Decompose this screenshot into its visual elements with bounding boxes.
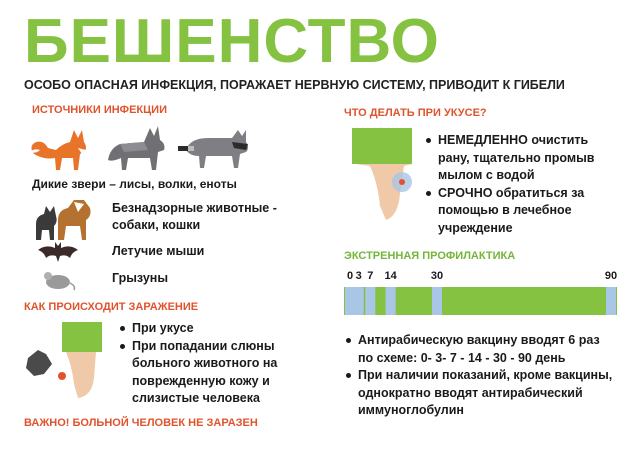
injection-day-marker bbox=[386, 287, 396, 315]
fox-icon bbox=[26, 118, 96, 174]
dog-cat-icon bbox=[28, 190, 98, 242]
injection-day-marker bbox=[345, 287, 355, 315]
wild-animals-text: Дикие звери – лисы, волки, еноты bbox=[32, 177, 237, 191]
prophylaxis-item: Антирабическую вакцину вводят 6 раз по схеме: 0- 3- 7 - 14 - 30 - 90 день bbox=[344, 332, 614, 367]
bat-icon bbox=[36, 240, 80, 264]
infection-list bbox=[118, 320, 294, 408]
warning-text: ВАЖНО! БОЛЬНОЙ ЧЕЛОВЕК НЕ ЗАРАЗЕН bbox=[24, 417, 258, 429]
bats-text: Летучие мыши bbox=[112, 244, 205, 258]
bite-list bbox=[424, 132, 596, 237]
infection-heading: КАК ПРОИСХОДИТ ЗАРАЖЕНИЕ bbox=[24, 301, 199, 313]
wolf-icon bbox=[104, 116, 172, 174]
schedule-day-label: 0 bbox=[346, 270, 354, 282]
mouse-icon bbox=[38, 266, 78, 292]
page-subtitle: ОСОБО ОПАСНАЯ ИНФЕКЦИЯ, ПОРАЖАЕТ НЕРВНУЮ СИСТЕМУ, ПРИВОДИТ К ГИБЕЛИ bbox=[24, 78, 565, 92]
vaccination-schedule-bar bbox=[344, 287, 617, 315]
dog-bite-icon bbox=[22, 318, 108, 404]
schedule-day-labels bbox=[344, 270, 617, 284]
sources-heading: ИСТОЧНИКИ ИНФЕКЦИИ bbox=[32, 104, 167, 116]
schedule-day-label: 14 bbox=[384, 270, 397, 282]
bite-item: НЕМЕДЛЕННО очистить рану, тщательно промыв мылом с водой bbox=[424, 132, 596, 185]
bitten-leg-icon bbox=[350, 124, 420, 224]
injection-day-marker bbox=[354, 287, 364, 315]
raccoon-icon bbox=[176, 122, 252, 172]
schedule-day-label: 90 bbox=[604, 270, 618, 282]
schedule-base bbox=[344, 287, 617, 315]
bite-item: СРОЧНО обратиться за помощью в лечебное учреждение bbox=[424, 185, 596, 238]
schedule-day-label: 3 bbox=[355, 270, 362, 282]
rodents-text: Грызуны bbox=[112, 271, 168, 285]
stray-animals-text: Безнадзорные животные - собаки, кошки bbox=[112, 201, 277, 232]
infection-item: При попадании слюны больного животного на поврежденную кожу и слизистые человека bbox=[118, 338, 294, 408]
prophylaxis-list bbox=[344, 332, 614, 420]
injection-day-marker bbox=[432, 287, 442, 315]
injection-day-marker bbox=[365, 287, 375, 315]
page-title: БЕШЕНСТВО bbox=[24, 7, 440, 76]
schedule-day-label: 30 bbox=[430, 270, 444, 282]
bite-heading: ЧТО ДЕЛАТЬ ПРИ УКУСЕ? bbox=[344, 107, 487, 119]
injection-day-marker bbox=[606, 287, 616, 315]
prophylaxis-heading: ЭКСТРЕННАЯ ПРОФИЛАКТИКА bbox=[344, 250, 516, 262]
prophylaxis-item: При наличии показаний, кроме вакцины, однократно вводят антирабический иммуноглобулин bbox=[344, 367, 614, 420]
infection-item: При укусе bbox=[118, 320, 294, 338]
schedule-day-label: 7 bbox=[367, 270, 374, 282]
